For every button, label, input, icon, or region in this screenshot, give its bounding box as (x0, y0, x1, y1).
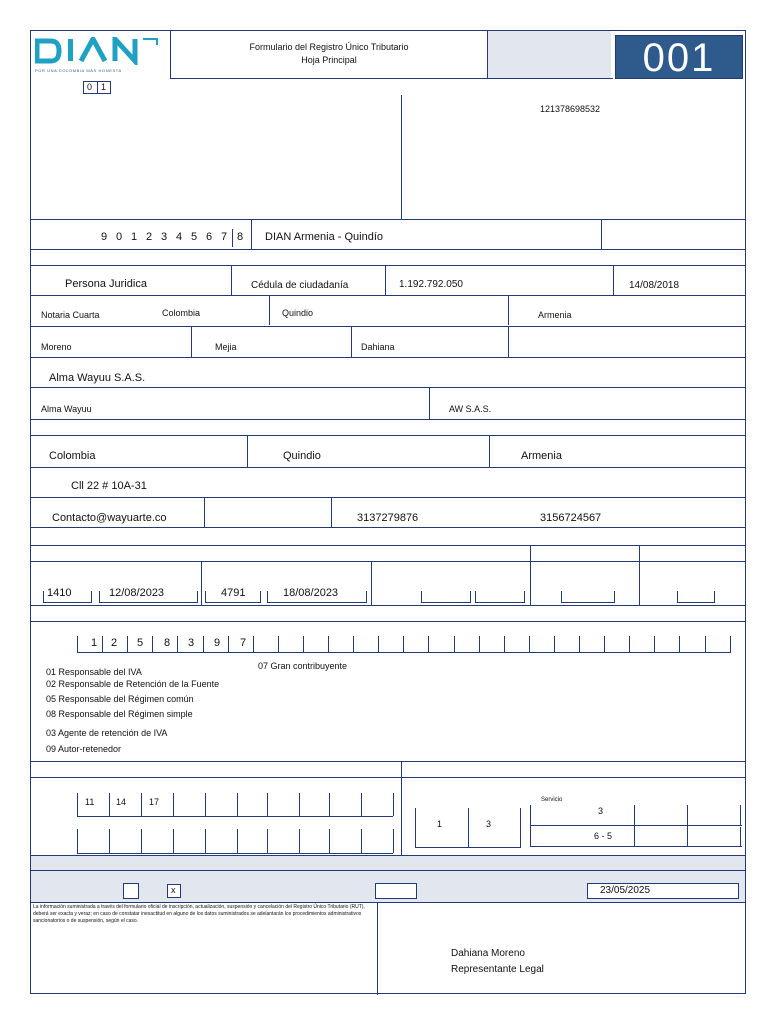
responsibility-code: 1 (91, 637, 98, 649)
customs-user-box-divider (205, 829, 206, 853)
customs-user-code: 17 (149, 797, 160, 807)
responsibility-box-divider (554, 636, 555, 652)
responsibility-item: 02 Responsable de Retención de la Fuente (46, 679, 220, 689)
customs-user-box-divider (205, 793, 206, 816)
responsibility-code: 2 (111, 637, 118, 649)
responsibility-code: 3 (188, 637, 195, 649)
checkbox-mark: x (171, 885, 176, 895)
tax-office: DIAN Armenia - Quindío (265, 231, 383, 243)
responsibility-box-divider (679, 636, 680, 652)
customs-user-box-divider (329, 829, 330, 853)
secondary-activity-code: 4791 (221, 587, 246, 599)
export-form: 1 (437, 819, 443, 829)
customs-user-box-divider (393, 829, 394, 853)
document-issue-date: 14/08/2018 (629, 280, 680, 291)
nit-digit: 6 (206, 231, 213, 243)
responsibility-box-divider (504, 636, 505, 652)
responsibility-box-divider (403, 636, 404, 652)
second-surname: Mejia (215, 342, 237, 352)
customs-user-box-divider (361, 793, 362, 816)
responsibility-box-divider (654, 636, 655, 652)
customs-user-box-divider (299, 793, 300, 816)
dian-logo (31, 31, 171, 79)
responsibility-box-divider (629, 636, 630, 652)
customs-user-box-divider (267, 793, 268, 816)
service-range: 6 - 5 (594, 831, 613, 841)
responsibility-box-divider (428, 636, 429, 652)
responsibility-box-divider (203, 636, 204, 652)
responsibility-item: 05 Responsable del Régimen común (46, 694, 194, 704)
page-digit-1: 0 (87, 82, 93, 92)
responsibility-box-divider (454, 636, 455, 652)
nit-digit: 0 (116, 231, 123, 243)
main-activity-code: 1410 (47, 587, 72, 599)
signer-name: Dahiana Moreno (451, 948, 525, 959)
issue-country: Colombia (162, 308, 201, 318)
responsibility-item: 08 Responsable del Régimen simple (46, 709, 193, 719)
customs-user-box-divider (173, 829, 174, 853)
country: Colombia (49, 450, 96, 462)
address: Cll 22 # 10A-31 (71, 480, 147, 492)
responsibility-code: 8 (164, 637, 171, 649)
trade-name: Alma Wayuu (41, 404, 92, 414)
responsibility-box-divider (705, 636, 706, 652)
checkbox-marked[interactable] (167, 884, 181, 898)
customs-user-box-divider (109, 829, 110, 853)
logo-tagline: POR UNA COLOMBIA MÁS HONESTA (35, 68, 122, 73)
responsibility-box-divider (278, 636, 279, 652)
header-blank-box (487, 31, 611, 79)
responsibility-code: 5 (137, 637, 144, 649)
responsibility-code: 7 (240, 637, 247, 649)
form-number-box (615, 35, 743, 79)
secondary-activity-date: 18/08/2023 (283, 587, 339, 599)
responsibility-box-divider (353, 636, 354, 652)
responsibility-baseline (77, 652, 731, 653)
customs-user-box-divider (173, 793, 174, 816)
customs-user-code: 14 (116, 797, 127, 807)
responsibility-box-divider (102, 636, 103, 652)
customs-user-box-divider (267, 829, 268, 853)
responsibility-code: 9 (214, 637, 221, 649)
nit-digit: 4 (176, 231, 183, 243)
shaded-band (31, 855, 745, 871)
signature-date-box (587, 883, 739, 899)
form-title: Formulario del Registro Único Tributario (249, 42, 409, 52)
service-value: 3 (598, 806, 604, 816)
customs-user-box-divider (361, 829, 362, 853)
phone-1: 3137279876 (357, 512, 419, 524)
responsibility-box-divider (303, 636, 304, 652)
email: Contacto@wayuarte.co (52, 512, 167, 524)
responsibility-box-divider (152, 636, 153, 652)
customs-user-box-divider (237, 793, 238, 816)
notary: Notaria Cuarta (41, 310, 100, 320)
first-surname: Moreno (41, 342, 72, 352)
customs-user-box-divider (141, 793, 142, 816)
customs-user-baseline (77, 816, 393, 817)
other-activity-box-2 (475, 591, 525, 603)
nit-digit: 2 (146, 231, 153, 243)
first-name: Dahiana (361, 342, 395, 352)
other-activity-box-1 (421, 591, 471, 603)
responsibility-box-divider (228, 636, 229, 652)
form-code: 121378698532 (540, 104, 601, 114)
responsibility-box-divider (730, 636, 731, 652)
export-delivery: 3 (486, 819, 492, 829)
nit-digit: 5 (191, 231, 198, 243)
responsibility-box-divider (378, 636, 379, 652)
issue-department: Quindio (282, 308, 314, 318)
city: Armenia (521, 450, 562, 462)
responsibility-box-divider (77, 636, 78, 652)
checkbox-empty[interactable] (123, 883, 139, 899)
responsibility-box-divider (177, 636, 178, 652)
rut-form (30, 30, 746, 994)
signature-blank-box (375, 883, 417, 899)
responsibility-box-divider (127, 636, 128, 652)
legal-disclaimer: La información suministrada a través del formulario oficial de inscripción, actualización, suspensión y cancelación del Registro Único Tributario (RUT), deberá ser exacta y veraz; en caso de constatar inexactitud en alguno de los datos suministrados se adelantarán los procedimientos administrativos sancionatorios o de suspensión, según el caso. (33, 904, 365, 924)
person-type: Persona Juridica (65, 278, 147, 290)
responsibility-box-divider (328, 636, 329, 652)
nit-digit: 9 (101, 231, 108, 243)
form-number: 001 (642, 36, 716, 80)
responsibility-box-divider (479, 636, 480, 652)
business-name: Alma Wayuu S.A.S. (49, 372, 146, 384)
main-activity-date: 12/08/2023 (109, 587, 165, 599)
signer-role: Representante Legal (451, 964, 544, 975)
signature-date: 23/05/2025 (600, 885, 651, 896)
customs-user-box-divider (299, 829, 300, 853)
responsibility-box-divider (604, 636, 605, 652)
page-digit-2: 1 (101, 82, 107, 92)
other-activity-box-3 (561, 591, 615, 603)
form-subtitle: Hoja Principal (301, 55, 357, 65)
header-bar (31, 31, 745, 79)
department: Quindio (283, 450, 321, 462)
customs-user-box-divider (109, 793, 110, 816)
customs-user-box-divider (141, 829, 142, 853)
customs-user-box-divider (77, 793, 78, 816)
acronym: AW S.A.S. (449, 404, 492, 414)
responsibility-item: 01 Responsable del IVA (46, 667, 142, 677)
nit-check-digit: 8 (237, 231, 244, 243)
customs-user-code: 11 (85, 797, 95, 807)
responsibility-item: 03 Agente de retención de IVA (46, 728, 168, 738)
document-type: Cédula de ciudadanía (251, 280, 349, 291)
phone-2: 3156724567 (540, 512, 602, 524)
customs-user-baseline (77, 853, 393, 854)
customs-user-box-divider (393, 793, 394, 816)
nit-digit: 3 (161, 231, 168, 243)
responsibility-box-divider (253, 636, 254, 652)
nit-digit: 1 (131, 231, 138, 243)
customs-user-box-divider (77, 829, 78, 853)
dian-logo-icon (35, 37, 161, 65)
document-number: 1.192.792.050 (399, 279, 463, 290)
responsibility-extra: 07 Gran contribuyente (258, 661, 348, 671)
issue-city: Armenia (538, 310, 572, 320)
customs-user-box-divider (237, 829, 238, 853)
customs-user-box-divider (329, 793, 330, 816)
responsibility-box-divider (529, 636, 530, 652)
nit-digit: 7 (221, 231, 228, 243)
service-label: Servicio (541, 797, 563, 803)
responsibility-item: 09 Autor-retenedor (46, 744, 122, 754)
other-activity-box-4 (677, 591, 715, 603)
responsibility-box-divider (579, 636, 580, 652)
